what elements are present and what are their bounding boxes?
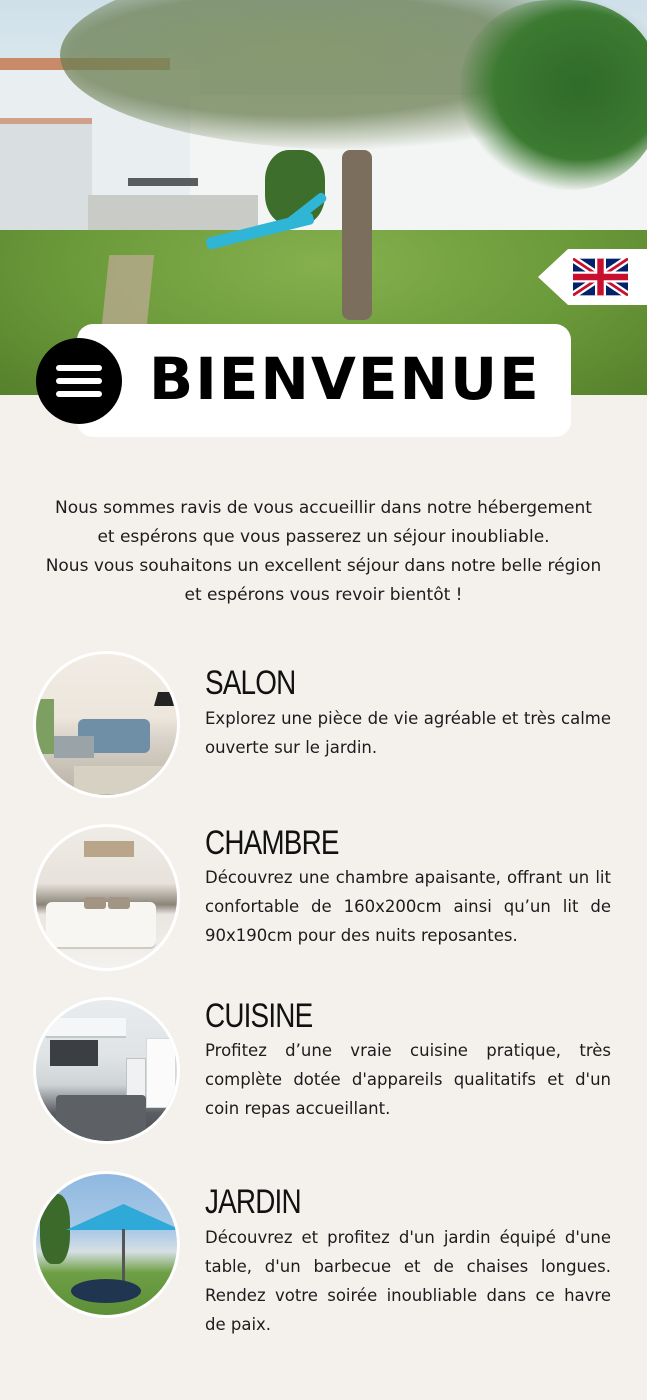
hamburger-menu-icon (56, 365, 102, 371)
intro-line: et espérons que vous passerez un séjour inoubliable. (97, 527, 550, 547)
intro-line: et espérons vous revoir bientôt ! (184, 585, 463, 605)
intro-text (20, 494, 627, 610)
section-title: CUISINE (205, 997, 313, 1035)
section-title: JARDIN (205, 1183, 301, 1221)
jardin-photo (33, 1171, 180, 1318)
section-text: Profitez d’une vraie cuisine pratique, très complète dotée d'appareils qualitatifs et d'un coin repas accueillant. (205, 1041, 611, 1118)
title-card (77, 324, 571, 437)
terrace-table (128, 178, 198, 186)
uk-flag-icon (573, 258, 628, 296)
salon-lamp (154, 692, 174, 706)
intro-line: Nous vous souhaitons un excellent séjour dans notre belle région (45, 556, 602, 576)
cuisine-cabinets (46, 1018, 126, 1038)
salon-rug (74, 766, 164, 794)
jardin-tree (40, 1194, 70, 1264)
salon-coffee-table (54, 736, 94, 758)
section-title: SALON (205, 664, 296, 702)
page-title: BIENVENUE (149, 345, 541, 413)
intro-line: Nous sommes ravis de vous accueillir dans notre hébergement (55, 498, 592, 518)
chambre-pillow (108, 897, 130, 909)
chambre-photo (33, 824, 180, 971)
hamburger-menu-icon-line (56, 391, 102, 397)
cuisine-backsplash (50, 1040, 98, 1066)
jardin-table (71, 1279, 141, 1303)
jardin-umbrella-pole (122, 1229, 125, 1284)
olive-tree-trunk (342, 150, 372, 320)
stone-path (101, 255, 154, 335)
hamburger-menu-icon-line (56, 378, 102, 384)
section-text: Découvrez une chambre apaisante, offrant un lit confortable de 160x200cm ainsi qu’un lit de 90x190cm pour des nuits reposantes. (205, 868, 611, 945)
cuisine-oven (126, 1058, 146, 1098)
section-text: Explorez une pièce de vie agréable et très calme ouverte sur le jardin. (205, 709, 611, 757)
cuisine-dining-table (56, 1095, 146, 1140)
cuisine-photo (33, 997, 180, 1144)
section-title: CHAMBRE (205, 824, 339, 862)
jardin-umbrella (66, 1204, 180, 1230)
salon-photo (33, 651, 180, 798)
chambre-wall-art (84, 841, 134, 857)
flowering-tree (460, 0, 647, 190)
menu-button[interactable] (36, 338, 122, 424)
section-text: Découvrez et profitez d'un jardin équipé d'une table, d'un barbecue et de chaises longues. Rendez votre soirée inoubliable dans ce havre de paix. (205, 1228, 611, 1334)
chambre-pillow (84, 897, 106, 909)
cuisine-fridge (146, 1038, 176, 1108)
salon-window (36, 699, 54, 754)
